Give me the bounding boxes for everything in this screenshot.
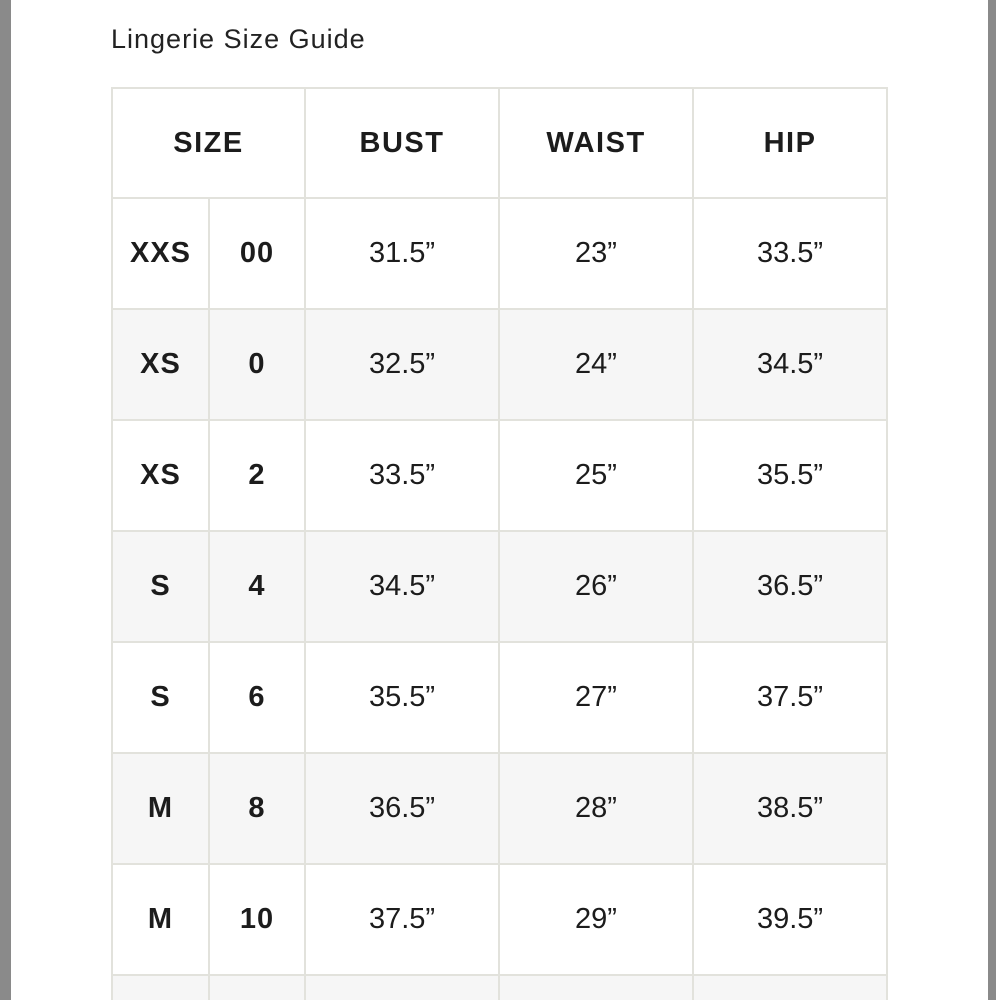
bust-cell: 36.5” [305,753,499,864]
size-number-cell [209,975,305,1000]
table-row [112,753,887,864]
header-hip: HIP [693,88,887,198]
hip-cell: 34.5” [693,309,887,420]
size-letter-cell: S [112,531,209,642]
table-row [112,642,887,753]
size-letter-cell: XS [112,420,209,531]
bust-cell [305,975,499,1000]
table-row [112,198,887,309]
size-letter-cell: XS [112,309,209,420]
waist-cell: 26” [499,531,693,642]
bust-cell: 33.5” [305,420,499,531]
waist-cell: 27” [499,642,693,753]
size-chart-table [111,87,888,1000]
bust-cell: 31.5” [305,198,499,309]
table-row [112,975,887,1000]
size-number-cell: 0 [209,309,305,420]
size-letter-cell: M [112,753,209,864]
table-header-row [112,88,887,198]
waist-cell: 29” [499,864,693,975]
size-number-cell: 2 [209,420,305,531]
hip-cell: 37.5” [693,642,887,753]
bust-cell: 37.5” [305,864,499,975]
table-row [112,420,887,531]
hip-cell: 38.5” [693,753,887,864]
header-waist: WAIST [499,88,693,198]
size-number-cell: 6 [209,642,305,753]
size-guide-page [11,0,988,1000]
size-letter-cell: M [112,864,209,975]
table-row [112,531,887,642]
size-letter-cell: XXS [112,198,209,309]
waist-cell: 28” [499,753,693,864]
hip-cell: 35.5” [693,420,887,531]
size-letter-cell: S [112,642,209,753]
table-row [112,309,887,420]
bust-cell: 32.5” [305,309,499,420]
waist-cell: 25” [499,420,693,531]
size-number-cell: 8 [209,753,305,864]
table-row [112,864,887,975]
hip-cell: 39.5” [693,864,887,975]
header-size: SIZE [112,88,305,198]
hip-cell: 33.5” [693,198,887,309]
waist-cell: 24” [499,309,693,420]
waist-cell: 23” [499,198,693,309]
size-number-cell: 10 [209,864,305,975]
bust-cell: 35.5” [305,642,499,753]
size-number-cell: 00 [209,198,305,309]
hip-cell [693,975,887,1000]
size-letter-cell [112,975,209,1000]
waist-cell [499,975,693,1000]
header-bust: BUST [305,88,499,198]
page-title: Lingerie Size Guide [111,24,366,54]
bust-cell: 34.5” [305,531,499,642]
hip-cell: 36.5” [693,531,887,642]
size-number-cell: 4 [209,531,305,642]
